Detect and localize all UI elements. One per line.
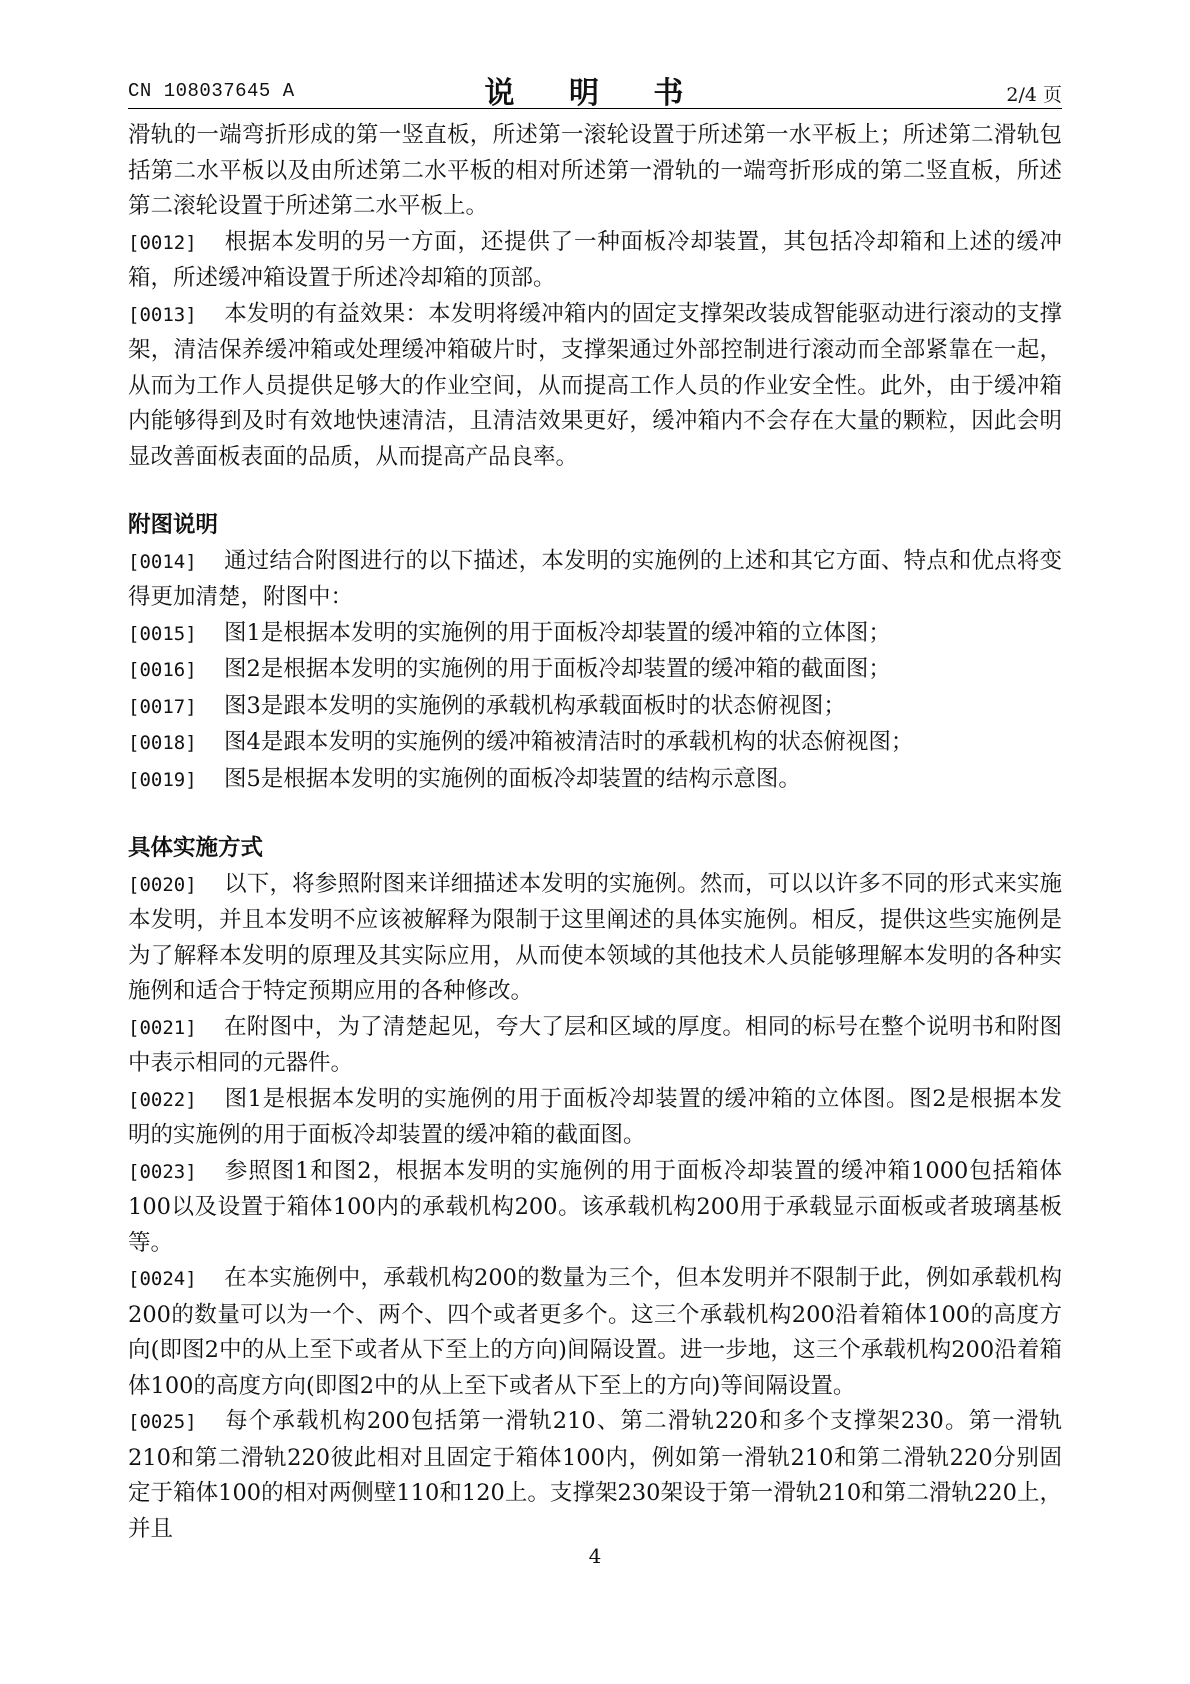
numbered-paragraph <box>128 867 1062 1010</box>
paragraph-text: 在附图中，为了清楚起见，夸大了层和区域的厚度。相同的标号在整个说明书和附图中表示相同的元器件。 <box>128 1013 1062 1076</box>
paragraph-text: 以下，将参照附图来详细描述本发明的实施例。然而，可以以许多不同的形式来实施本发明，并且本发明不应该被解释为限制于这里阐述的具体实施例。相反，提供这些实施例是为了解释本发明的原理及其实际应用，从而使本领域的其他技术人员能够理解本发明的各种实施例和适合于特定预期应用的各种修改。 <box>128 870 1062 1004</box>
numbered-paragraph <box>128 1154 1062 1262</box>
paragraph-number: [0021] <box>128 1016 197 1039</box>
numbered-paragraph <box>128 762 1062 799</box>
paragraph-number: [0025] <box>128 1411 197 1433</box>
paragraph-number: [0019] <box>128 768 197 791</box>
paragraph-number: [0012] <box>128 231 197 254</box>
paragraph-number: [0020] <box>128 873 197 896</box>
patent-number: CN 108037645 A <box>128 80 295 102</box>
paragraph-number: [0024] <box>128 1268 197 1290</box>
paragraph-number: [0016] <box>128 659 197 681</box>
numbered-paragraph <box>128 544 1062 616</box>
numbered-paragraph <box>128 225 1062 297</box>
paragraph-number: [0023] <box>128 1160 197 1183</box>
numbered-paragraph <box>128 1261 1062 1404</box>
paragraph-number: [0018] <box>128 732 197 754</box>
page-header <box>128 66 1062 110</box>
paragraph-group-embodiments <box>128 867 1062 1548</box>
paragraph-text: 图1是根据本发明的实施例的用于面板冷却装置的缓冲箱的立体图； <box>224 619 891 646</box>
document-title: 说 明 书 <box>484 76 706 111</box>
numbered-paragraph <box>128 1082 1062 1154</box>
section-heading-drawings: 附图说明 <box>128 512 219 538</box>
continued-paragraph: 滑轨的一端弯折形成的第一竖直板，所述第一滚轮设置于所述第一水平板上；所述第二滑轨包括第二水平板以及由所述第二水平板的相对所述第一滑轨的一端弯折形成的第二竖直板，所述第二滚轮设置于所述第二水平板上。 <box>128 122 1062 219</box>
paragraph-text: 根据本发明的另一方面，还提供了一种面板冷却装置，其包括冷却箱和上述的缓冲箱，所述缓冲箱设置于所述冷却箱的顶部。 <box>128 228 1062 291</box>
paragraph-text: 图5是根据本发明的实施例的面板冷却装置的结构示意图。 <box>224 765 801 792</box>
numbered-paragraph <box>128 689 1062 726</box>
header-divider <box>128 108 1062 109</box>
paragraph-text: 参照图1和图2，根据本发明的实施例的用于面板冷却装置的缓冲箱1000包括箱体100以及设置于箱体100内的承载机构200。该承载机构200用于承载显示面板或者玻璃基板等。 <box>128 1157 1062 1256</box>
page-info: 2/4 页 <box>1006 84 1062 106</box>
paragraph-number: [0014] <box>128 550 197 573</box>
paragraph-number: [0013] <box>128 303 197 326</box>
section-heading-embodiments: 具体实施方式 <box>128 835 264 861</box>
paragraph-group-drawings <box>128 544 1062 799</box>
paragraph-number: [0015] <box>128 622 197 645</box>
numbered-paragraph <box>128 297 1062 476</box>
numbered-paragraph <box>128 725 1062 762</box>
paragraph-text: 图4是跟本发明的实施例的缓冲箱被清洁时的承载机构的状态俯视图； <box>224 729 914 755</box>
paragraph-number: [0017] <box>128 695 197 718</box>
paragraph-text: 本发明的有益效果：本发明将缓冲箱内的固定支撑架改装成智能驱动进行滚动的支撑架，清洁保养缓冲箱或处理缓冲箱破片时，支撑架通过外部控制进行滚动而全部紧靠在一起，从而为工作人员提供足够大的作业空间，从而提高工作人员的作业安全性。此外，由于缓冲箱内能够得到及时有效地快速清洁，且清洁效果更好，缓冲箱内不会存在大量的颗粒，因此会明显改善面板表面的品质，从而提高产品良率。 <box>128 300 1062 470</box>
numbered-paragraph <box>128 1010 1062 1082</box>
paragraph-number: [0022] <box>128 1088 197 1111</box>
numbered-paragraph <box>128 1404 1062 1547</box>
paragraph-text: 图2是根据本发明的实施例的用于面板冷却装置的缓冲箱的截面图； <box>224 656 891 682</box>
paragraph-text: 通过结合附图进行的以下描述，本发明的实施例的上述和其它方面、特点和优点将变得更加清楚，附图中： <box>128 547 1062 610</box>
paragraph-text: 图1是根据本发明的实施例的用于面板冷却装置的缓冲箱的立体图。图2是根据本发明的实施例的用于面板冷却装置的缓冲箱的截面图。 <box>128 1085 1062 1148</box>
paragraph-text: 在本实施例中，承载机构200的数量为三个，但本发明并不限制于此，例如承载机构200的数量可以为一个、两个、四个或者更多个。这三个承载机构200沿着箱体100的高度方向(即图2中的从上至下或者从下至上的方向)间隔设置。进一步地，这三个承载机构200沿着箱体100的高度方向(即图2中的从上至下或者从下至上的方向)等间隔设置。 <box>128 1265 1062 1399</box>
numbered-paragraph <box>128 616 1062 653</box>
paragraph-text: 图3是跟本发明的实施例的承载机构承载面板时的状态俯视图； <box>224 692 846 719</box>
numbered-paragraph <box>128 652 1062 689</box>
page-number: 4 <box>588 1544 602 1568</box>
paragraph-group-summary <box>128 225 1062 476</box>
document-body <box>128 118 1062 1547</box>
paragraph-text: 每个承载机构200包括第一滑轨210、第二滑轨220和多个支撑架230。第一滑轨210和第二滑轨220彼此相对且固定于箱体100内，例如第一滑轨210和第二滑轨220分别固定于箱体100的相对两侧壁110和120上。支撑架230架设于第一滑轨210和第二滑轨220上，并且 <box>128 1408 1062 1542</box>
